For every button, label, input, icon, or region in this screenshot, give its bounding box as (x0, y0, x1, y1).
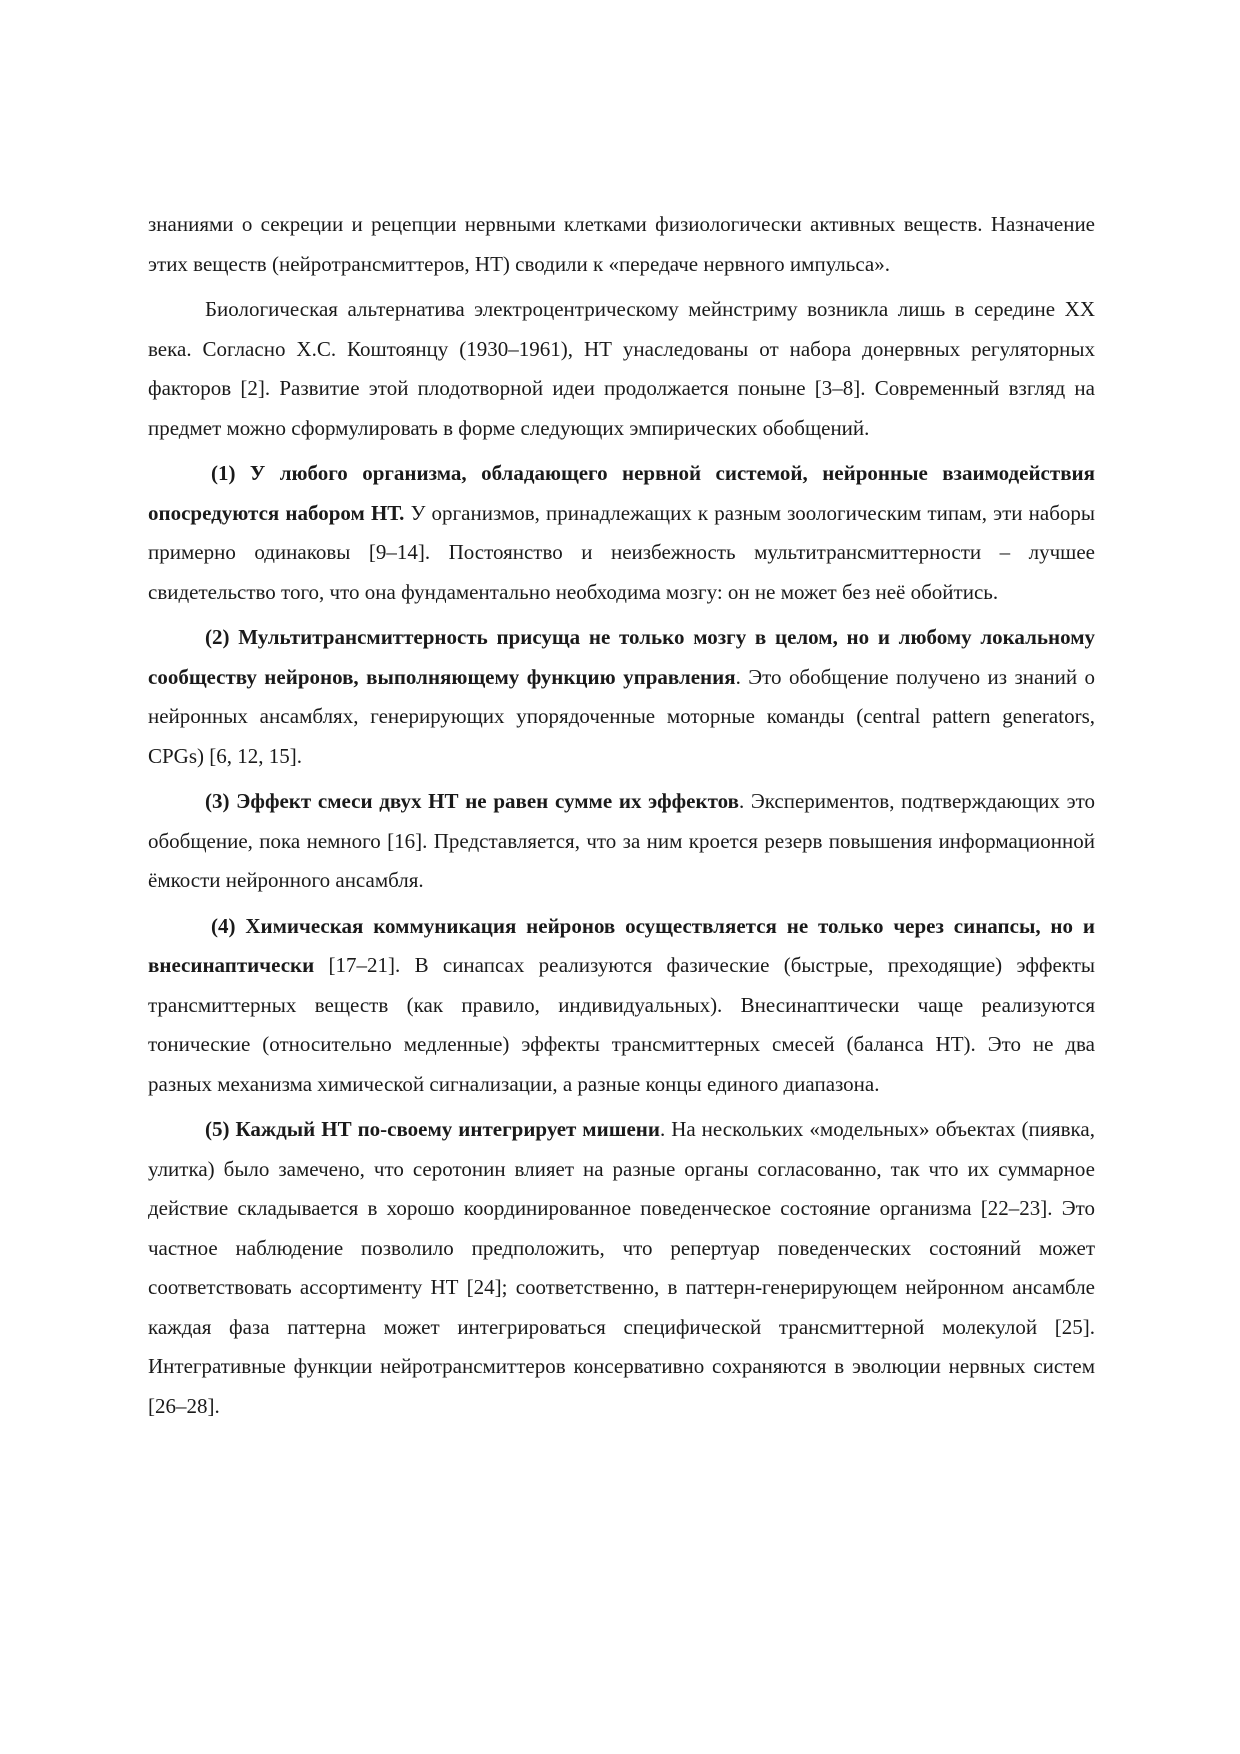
generalization-4-heading: (4) Химическая коммуникация нейронов осуществляется не только через синапсы, но и внесинаптически (148, 913, 1095, 977)
paragraph-generalization-3 (148, 782, 1095, 901)
generalization-5-heading: (5) Каждый НТ по-своему интегрирует мишени (205, 1117, 660, 1141)
paragraph-generalization-1 (148, 454, 1095, 612)
generalization-4-body: [17–21]. В синапсах реализуются фазические (быстрые, преходящие) эффекты трансмиттерных веществ (как правило, индивидуальных). Внесинаптически чаще реализуются тонические (относительно медленные) эффекты трансмиттерных смесей (баланса НТ). Это не два разных механизма химической сигнализации, а разные концы единого диапазона. (148, 953, 1095, 1096)
generalization-5-body: . На нескольких «модельных» объектах (пиявка, улитка) было замечено, что серотонин влияет на разные органы согласованно, так что их суммарное действие складывается в хорошо координированное поведенческое состояние организма [22–23]. Это частное наблюдение позволило предположить, что репертуар поведенческих состояний может соответствовать ассортименту НТ [24]; соответственно, в паттерн-генерирующем нейронном ансамбле каждая фаза паттерна может интегрироваться специфической трансмиттерной молекулой [25]. Интегративные функции нейротрансмиттеров консервативно сохраняются в эволюции нервных систем [26–28]. (148, 1117, 1095, 1418)
paragraph-intro-continuation (148, 205, 1095, 284)
generalization-2-heading: (2) Мультитрансмиттерность присуща не только мозгу в целом, но и любому локальному сообществу нейронов, выполняющему функцию управления (148, 625, 1095, 689)
generalization-1-heading: (1) У любого организма, обладающего нервной системой, нейронные взаимодействия опосредуются набором НТ. (148, 461, 1095, 525)
generalization-3-body: . Экспериментов, подтверждающих это обобщение, пока немного [16]. Представляется, что за ним кроется резерв повышения информационной ёмкости нейронного ансамбля. (148, 789, 1095, 892)
generalization-3-heading: (3) Эффект смеси двух НТ не равен сумме их эффектов (205, 789, 739, 813)
generalization-1-body: У организмов, принадлежащих к разным зоологическим типам, эти наборы примерно одинаковы [9–14]. Постоянство и неизбежность мультитрансмиттерности – лучшее свидетельство того, что она фундаментально необходима мозгу: он не может без неё обойтись. (148, 500, 1095, 604)
paragraph-text: знаниями о секреции и рецепции нервными клетками физиологически активных веществ. Назначение этих веществ (нейротрансмиттеров, НТ) сводили к «передаче нервного импульса». (148, 212, 1095, 276)
paragraph-text: Биологическая альтернатива электроцентрическому мейнстриму возникла лишь в середине XX века. Согласно Х.С. Коштоянцу (1930–1961), НТ унаследованы от набора донервных регуляторных факторов [2]. Развитие этой плодотворной идеи продолжается поныне [3–8]. Современный взгляд на предмет можно сформулировать в форме следующих эмпирических обобщений. (148, 297, 1095, 440)
paragraph-generalization-5 (148, 1110, 1095, 1426)
paragraph-generalization-4 (148, 907, 1095, 1105)
paragraph-biological-alternative (148, 290, 1095, 448)
generalization-2-body: . Это обобщение получено из знаний о нейронных ансамблях, генерирующих упорядоченные моторные команды (central pattern generators, CPGs) [6, 12, 15]. (148, 664, 1095, 768)
paragraph-generalization-2 (148, 618, 1095, 776)
document-page (148, 205, 1095, 1432)
